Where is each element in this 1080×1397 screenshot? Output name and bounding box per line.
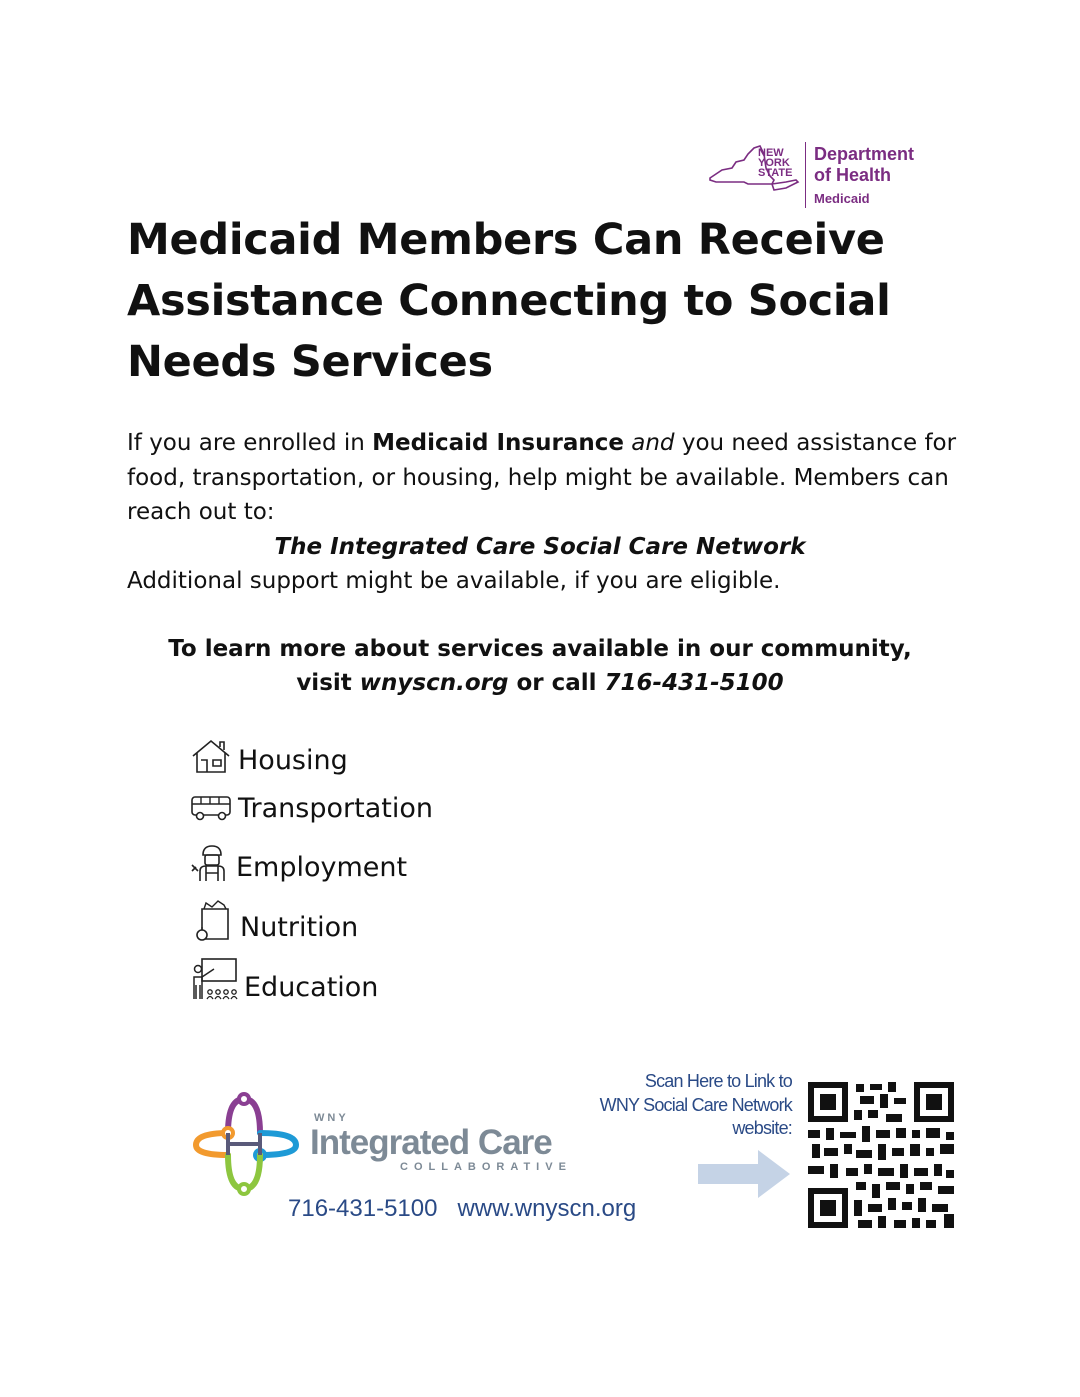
phone-number[interactable]: 716-431-5100 [604, 670, 784, 696]
page-title: Medicaid Members Can Receive Assistance Connecting to Social Needs Services [127, 215, 891, 387]
ny-state-wordmark: NEW YORK STATE [758, 147, 793, 179]
service-label: Housing [238, 745, 348, 776]
worker-icon [190, 843, 230, 883]
service-item-transportation [190, 794, 433, 824]
teacher-icon [190, 957, 238, 1003]
integrated-care-mark-icon [190, 1085, 302, 1197]
nys-doh-logo [708, 140, 938, 212]
qr-code[interactable] [806, 1080, 956, 1230]
department-name: Department of Health [814, 144, 915, 185]
additional-support-text: Additional support might be available, if you are eligible. [127, 568, 781, 594]
arrow-right-icon [698, 1148, 792, 1200]
grocery-bag-icon [190, 899, 234, 943]
bus-icon [190, 794, 232, 824]
call-to-action [110, 632, 970, 700]
wny-integrated-care-logo [190, 1085, 610, 1200]
service-item-nutrition [190, 899, 358, 943]
intro-paragraph: If you are enrolled in Medicaid Insurance and you need assistance for food, transportation, or housing, help might be available. Members can reach out to: [127, 430, 957, 525]
house-icon [190, 738, 232, 776]
footer-phone[interactable]: 716-431-5100 [288, 1195, 438, 1222]
intro-text [127, 426, 967, 599]
scan-line2: WNY Social Care Network [599, 1094, 792, 1115]
service-item-housing [190, 738, 348, 776]
footer-contact [288, 1195, 656, 1223]
division-name: Medicaid [814, 191, 870, 206]
website-link[interactable]: wnyscn.org [359, 670, 509, 696]
logo-wny-text: WNY [314, 1112, 349, 1124]
footer-website[interactable]: www.wnyscn.org [457, 1195, 637, 1222]
scan-line3: website: [732, 1118, 792, 1138]
service-item-employment [190, 843, 407, 883]
service-item-education [190, 957, 378, 1003]
service-label: Employment [236, 852, 408, 883]
logo-collaborative-text: COLLABORATIVE [400, 1161, 572, 1173]
cta-line1: To learn more about services available in our community, [168, 636, 912, 662]
scan-instructions [556, 1070, 792, 1141]
service-label: Nutrition [240, 912, 359, 943]
logo-name-text: Integrated Care [310, 1123, 552, 1162]
cta-line2: visit wnyscn.org or call 716-431-5100 [296, 670, 784, 696]
logo-divider [805, 142, 806, 208]
network-name: The Integrated Care Social Care Network [274, 533, 806, 560]
service-label: Education [244, 972, 379, 1003]
scan-line1: Scan Here to Link to [644, 1071, 792, 1091]
service-label: Transportation [238, 793, 433, 824]
